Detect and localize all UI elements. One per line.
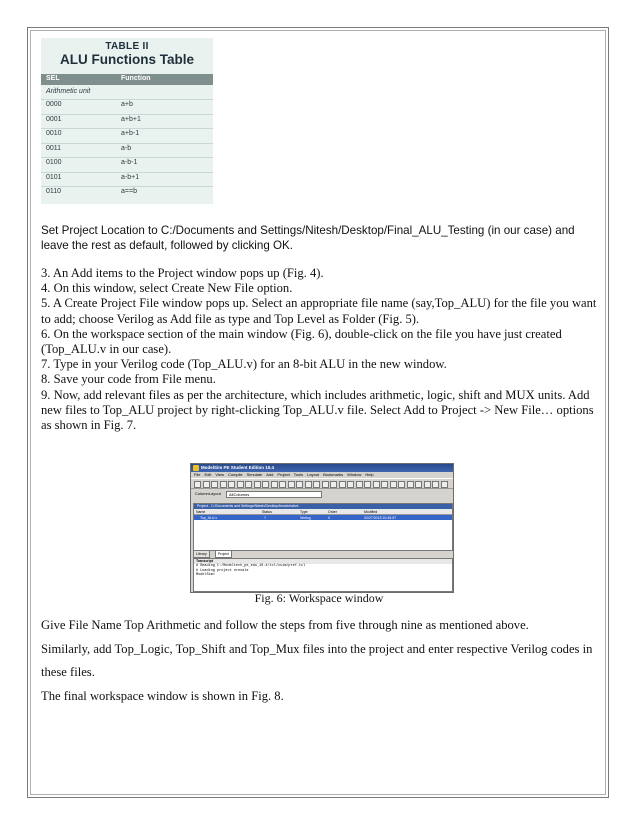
toolbar-button-icon[interactable] xyxy=(220,481,227,488)
menu-help[interactable]: Help xyxy=(365,472,374,477)
toolbar-button-icon[interactable] xyxy=(407,481,414,488)
row-function: a+b+1 xyxy=(121,115,141,123)
row-status: ? xyxy=(264,515,266,520)
table-row xyxy=(41,143,213,155)
table-row xyxy=(41,114,213,126)
table-row xyxy=(41,186,213,198)
transcript-line: # Loading project nrevale xyxy=(196,568,249,573)
table-row[interactable] xyxy=(194,515,452,520)
steps-list xyxy=(41,266,597,433)
toolbar-button-icon[interactable] xyxy=(262,481,269,488)
column-order[interactable]: Order xyxy=(328,509,337,514)
toolbar-button-icon[interactable] xyxy=(237,481,244,488)
row-sel: 0110 xyxy=(46,188,62,195)
project-pane-title: Project - C:/Documents and Settings/Nitesh/Desktop/teradrelative xyxy=(194,504,452,509)
toolbar-button-icon[interactable] xyxy=(373,481,380,488)
toolbar-button-icon[interactable] xyxy=(432,481,439,488)
toolbar-button-icon[interactable] xyxy=(415,481,422,488)
row-function: a-b xyxy=(121,144,132,152)
menu-tools[interactable]: Tools xyxy=(293,472,304,477)
transcript-pane xyxy=(193,558,453,592)
header-sel: SEL xyxy=(46,75,60,82)
row-function: a-b+1 xyxy=(121,173,140,181)
row-sel: 0101 xyxy=(46,173,62,181)
transcript-line: # Reading C:/Modeltech_pe_edu_10.4/tcl/vsim/pref.tcl xyxy=(196,564,306,568)
menu-window[interactable]: Window xyxy=(347,472,362,477)
toolbar-button-icon[interactable] xyxy=(194,481,201,488)
tab-library[interactable]: Library xyxy=(193,550,210,558)
table-number: TABLE II xyxy=(105,41,149,52)
step-9: 9. Now, add relevant files as per the architecture, which includes arithmetic, logic, shift and MUX units. Add new files to Top_ALU project by right-clicking Top_ALU.v file. Select Add to Project -> New File… options as shown in Fig. 7. xyxy=(41,387,594,433)
window-titlebar xyxy=(191,464,453,472)
row-sel: 0001 xyxy=(46,115,62,123)
toolbar-button-icon[interactable] xyxy=(211,481,218,488)
layout-select[interactable]: AllColumns xyxy=(226,491,322,498)
table-row xyxy=(41,99,213,111)
header-function: Function xyxy=(121,75,151,82)
row-sel: 0000 xyxy=(46,101,62,108)
alu-functions-table xyxy=(41,38,213,204)
toolbar xyxy=(191,478,453,489)
menu-add[interactable]: Add xyxy=(266,472,274,477)
modelsim-screenshot xyxy=(190,463,454,593)
column-type[interactable]: Type xyxy=(300,509,308,514)
project-pane xyxy=(193,503,453,551)
menu-edit[interactable]: Edit xyxy=(204,472,212,477)
toolbar-button-icon[interactable] xyxy=(356,481,363,488)
row-order: 0 xyxy=(328,515,330,520)
menu-project[interactable]: Project xyxy=(277,472,290,477)
toolbar-button-icon[interactable] xyxy=(339,481,346,488)
modelsim-logo-icon xyxy=(193,465,199,471)
toolbar-button-icon[interactable] xyxy=(364,481,371,488)
paragraph-top-arithmetic: Give File Name Top Arithmetic and follow the steps from five through nine as mentioned above. xyxy=(41,618,529,632)
toolbar-button-icon[interactable] xyxy=(245,481,252,488)
row-type: Verilog xyxy=(300,515,311,520)
toolbar-button-icon[interactable] xyxy=(288,481,295,488)
row-modified: 02/27/2015 10:45:57 xyxy=(364,515,397,520)
row-sel: 0011 xyxy=(46,144,62,152)
tab-project[interactable]: Project xyxy=(215,550,232,558)
table-row xyxy=(41,128,213,140)
row-sel: 0100 xyxy=(46,159,62,166)
row-function: a+b-1 xyxy=(121,130,140,137)
toolbar-button-icon[interactable] xyxy=(279,481,286,488)
menu-layout[interactable]: Layout xyxy=(307,472,320,477)
step-4: 4. On this window, select Create New File option. xyxy=(41,281,293,296)
layout-bar xyxy=(191,489,453,498)
menu-simulate[interactable]: Simulate xyxy=(246,472,263,477)
toolbar-button-icon[interactable] xyxy=(390,481,397,488)
group-label: Arithmetic unit xyxy=(46,88,91,95)
toolbar-button-icon[interactable] xyxy=(424,481,431,488)
toolbar-button-icon[interactable] xyxy=(296,481,303,488)
toolbar-button-icon[interactable] xyxy=(203,481,210,488)
toolbar-button-icon[interactable] xyxy=(271,481,278,488)
menu-file[interactable]: File xyxy=(194,472,201,477)
column-status[interactable]: Status xyxy=(262,509,272,514)
toolbar-button-icon[interactable] xyxy=(441,481,448,488)
column-modified[interactable]: Modified xyxy=(364,509,378,514)
toolbar-button-icon[interactable] xyxy=(347,481,354,488)
toolbar-button-icon[interactable] xyxy=(381,481,388,488)
toolbar-button-icon[interactable] xyxy=(398,481,405,488)
transcript-prompt[interactable]: ModelSim> xyxy=(196,573,215,577)
row-sel: 0010 xyxy=(46,130,62,137)
toolbar-button-icon[interactable] xyxy=(313,481,320,488)
step-6: 6. On the workspace section of the main window (Fig. 6), double-click on the file you have just created (Top_ALU.v in our case). xyxy=(41,326,562,357)
pane-tabs xyxy=(193,550,451,556)
row-function: a-b-1 xyxy=(121,159,138,166)
table-row xyxy=(41,157,213,169)
transcript-title: Transcript xyxy=(194,559,452,564)
toolbar-button-icon[interactable] xyxy=(330,481,337,488)
window-title: ModelSim PE Student Edition 10.4 xyxy=(201,465,275,470)
toolbar-button-icon[interactable] xyxy=(228,481,235,488)
table-title: ALU Functions Table xyxy=(60,52,194,67)
paragraph-final-workspace: The final workspace window is shown in Fig. 8. xyxy=(41,688,284,703)
step-3: 3. An Add items to the Project window pops up (Fig. 4). xyxy=(41,266,324,280)
table-row xyxy=(41,172,213,184)
toolbar-button-icon[interactable] xyxy=(305,481,312,488)
table-header xyxy=(41,74,213,85)
project-location-paragraph: Set Project Location to C:/Documents and Settings/Nitesh/Desktop/Final_ALU_Testing (in our case) and leave the rest as default, followed by clicking OK. xyxy=(41,224,575,252)
row-name: Top_ALU.v xyxy=(200,515,218,520)
step-8: 8. Save your code from File menu. xyxy=(41,372,216,387)
toolbar-button-icon[interactable] xyxy=(254,481,261,488)
row-function: a==b xyxy=(121,188,137,195)
menu-compile[interactable]: Compile xyxy=(227,472,243,477)
menu-bookmarks[interactable]: Bookmarks xyxy=(323,472,344,477)
row-function: a+b xyxy=(121,101,133,108)
layout-label: ColumnLayout xyxy=(195,491,221,496)
step-7: 7. Type in your Verilog code (Top_ALU.v) for an 8-bit ALU in the new window. xyxy=(41,357,447,372)
column-name[interactable]: Name xyxy=(196,509,206,514)
paragraph-add-files: Similarly, add Top_Logic, Top_Shift and Top_Mux files into the project and enter respective Verilog codes in these files. xyxy=(41,641,593,679)
toolbar-button-icon[interactable] xyxy=(322,481,329,488)
menu-view[interactable]: View xyxy=(215,472,224,477)
figure-caption: Fig. 6: Workspace window xyxy=(254,591,384,605)
step-5: 5. A Create Project File window pops up. Select an appropriate file name (say,Top_ALU) for the file you want to add; choose Verilog as Add file as type and Top Level as Folder (Fig. 5). xyxy=(41,296,597,326)
after-figure-text xyxy=(41,614,597,708)
